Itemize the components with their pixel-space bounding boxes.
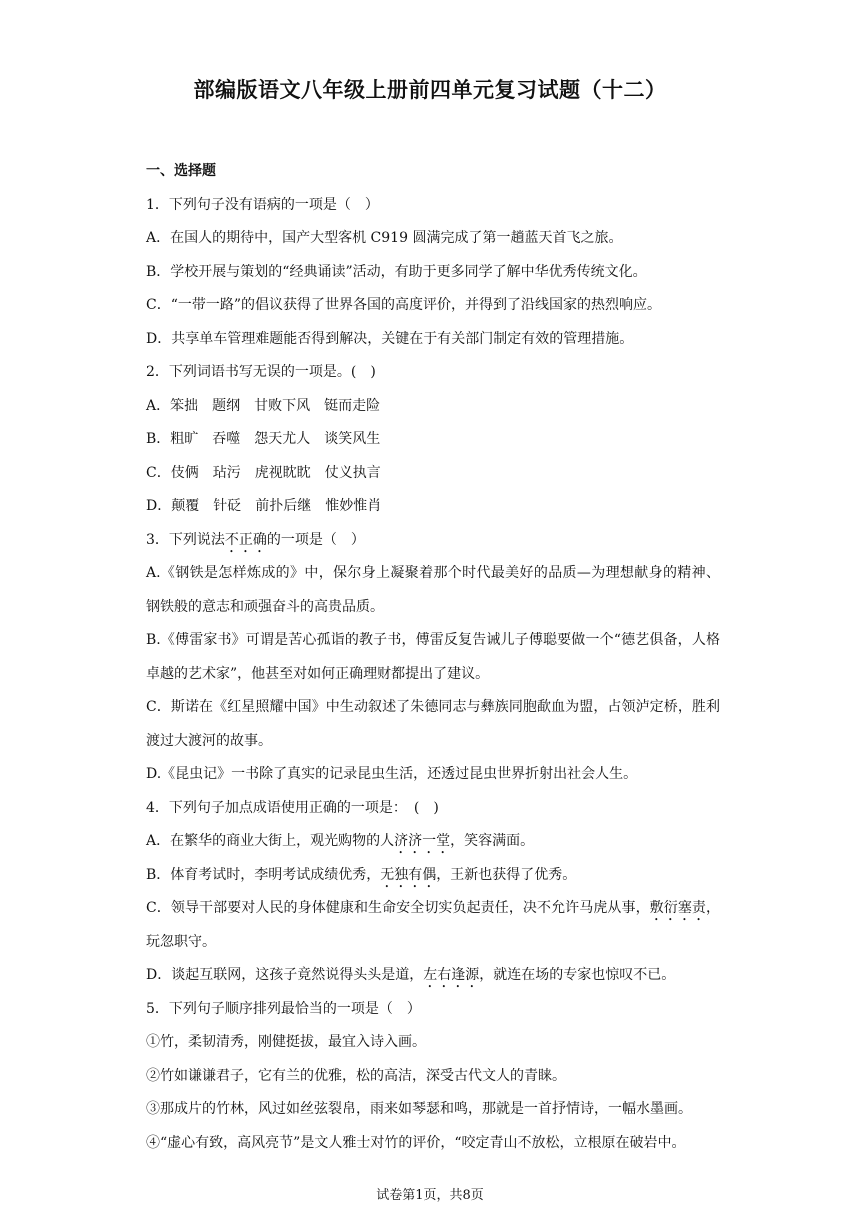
question-4-a-start: A．在繁华的商业大街上，观光购物的人 bbox=[146, 833, 395, 849]
page-title: 部编版语文八年级上册前四单元复习试题（十二） bbox=[193, 78, 667, 102]
question-4-c-start: C．领导干部要对人民的身体健康和生命安全切实负起责任，决不允许马虎从事， bbox=[146, 900, 650, 916]
question-4-d-idiom: 左右逢源 bbox=[423, 967, 480, 983]
question-1-option-c: C．“一带一路”的倡议获得了世界各国的高度评价，并得到了沿线国家的热烈响应。 bbox=[146, 297, 662, 313]
question-3-stem-start: 3．下列说法 bbox=[146, 531, 225, 548]
question-1-option-b: B．学校开展与策划的“经典诵读”活动，有助于更多同学了解中华优秀传统文化。 bbox=[146, 263, 647, 280]
question-5-stem: 5．下列句子顺序排列最恰当的一项是（ ） bbox=[146, 1000, 421, 1017]
question-4-stem: 4．下列句子加点成语使用正确的一项是： ( ) bbox=[146, 799, 439, 816]
question-4-option-a bbox=[146, 825, 720, 859]
section-heading: 一、选择题 bbox=[146, 163, 216, 179]
question-3-option-c: C．斯诺在《红星照耀中国》中生动叙述了朱德同志与彝族同胞歃血为盟，占领泸定桥，胜利渡过大渡河的故事。 bbox=[146, 699, 720, 749]
question-4-option-b bbox=[146, 859, 720, 893]
question-5-sentence-2: ②竹如谦谦君子，它有兰的优雅，松的高洁，深受古代文人的青睐。 bbox=[146, 1067, 566, 1084]
question-2-option-c: C．伎俩 玷污 虎视眈眈 仗义执言 bbox=[146, 464, 381, 481]
question-4-b-start: B．体育考试时，李明考试成绩优秀， bbox=[146, 866, 381, 883]
question-1-option-d: D．共享单车管理难题能否得到解决，关键在于有关部门制定有效的管理措施。 bbox=[146, 330, 634, 347]
question-2-stem: 2．下列词语书写无误的一项是。( ) bbox=[146, 364, 376, 380]
question-3-stem bbox=[146, 524, 720, 558]
question-5-sentence-1: ①竹，柔韧清秀，刚健挺拔，最宜入诗入画。 bbox=[146, 1034, 426, 1050]
question-3-option-b: B.《傅雷家书》可谓是苦心孤诣的教子书，傅雷反复告诫儿子傅聪要做一个“德艺俱备，人格卓越的艺术家”，他甚至对如何正确理财都提出了建议。 bbox=[146, 632, 720, 682]
question-3-option-d: D.《昆虫记》一书除了真实的记录昆虫生活，还透过昆虫世界折射出社会人生。 bbox=[146, 766, 638, 782]
question-4-a-idiom: 济济一堂 bbox=[394, 833, 451, 849]
question-4-c-idiom: 敷衍塞责 bbox=[649, 900, 706, 916]
question-4-option-c bbox=[146, 892, 720, 959]
question-5-sentence-4: ④“虚心有致，高风亮节”是文人雅士对竹的评价，“咬定青山不放松，立根原在破岩中。 bbox=[146, 1134, 686, 1151]
question-2-option-a: A．笨拙 题纲 甘败下风 铤而走险 bbox=[146, 397, 381, 414]
question-2-option-b: B．粗旷 吞噬 怨天尤人 谈笑风生 bbox=[146, 431, 381, 447]
question-4-b-end: ，王新也获得了优秀。 bbox=[436, 866, 577, 883]
question-3-option-a: A.《钢铁是怎样炼成的》中，保尔身上凝聚着那个时代最美好的品质—为理想献身的精神、钢铁般的意志和顽强奋斗的高贵品质。 bbox=[146, 565, 720, 615]
question-content bbox=[146, 155, 720, 1160]
question-3-stem-end: 的一项是（ ） bbox=[266, 531, 365, 548]
question-4-a-end: ，笑容满面。 bbox=[450, 833, 535, 849]
question-1-option-a: A．在国人的期待中，国产大型客机 C919 圆满完成了第一趟蓝天首飞之旅。 bbox=[146, 230, 623, 246]
page-footer: 试卷第1页，共8页 bbox=[376, 1188, 484, 1203]
question-4-d-start: D．谈起互联网，这孩子竟然说得头头是道， bbox=[146, 967, 424, 983]
question-3-emphasis: 不正确 bbox=[224, 531, 267, 548]
question-4-b-idiom: 无独有偶 bbox=[380, 866, 437, 883]
question-4-c-end: ，玩忽职守。 bbox=[146, 900, 720, 950]
question-5-sentence-3: ③那成片的竹林，风过如丝弦裂帛，雨来如琴瑟和鸣，那就是一首抒情诗，一幅水墨画。 bbox=[146, 1101, 692, 1117]
question-4-option-d bbox=[146, 959, 720, 993]
question-1-stem: 1．下列句子没有语病的一项是（ ） bbox=[146, 196, 379, 213]
question-4-d-end: ，就连在场的专家也惊叹不已。 bbox=[479, 967, 676, 983]
question-2-option-d: D．颠覆 针砭 前扑后继 惟妙惟肖 bbox=[146, 498, 382, 514]
